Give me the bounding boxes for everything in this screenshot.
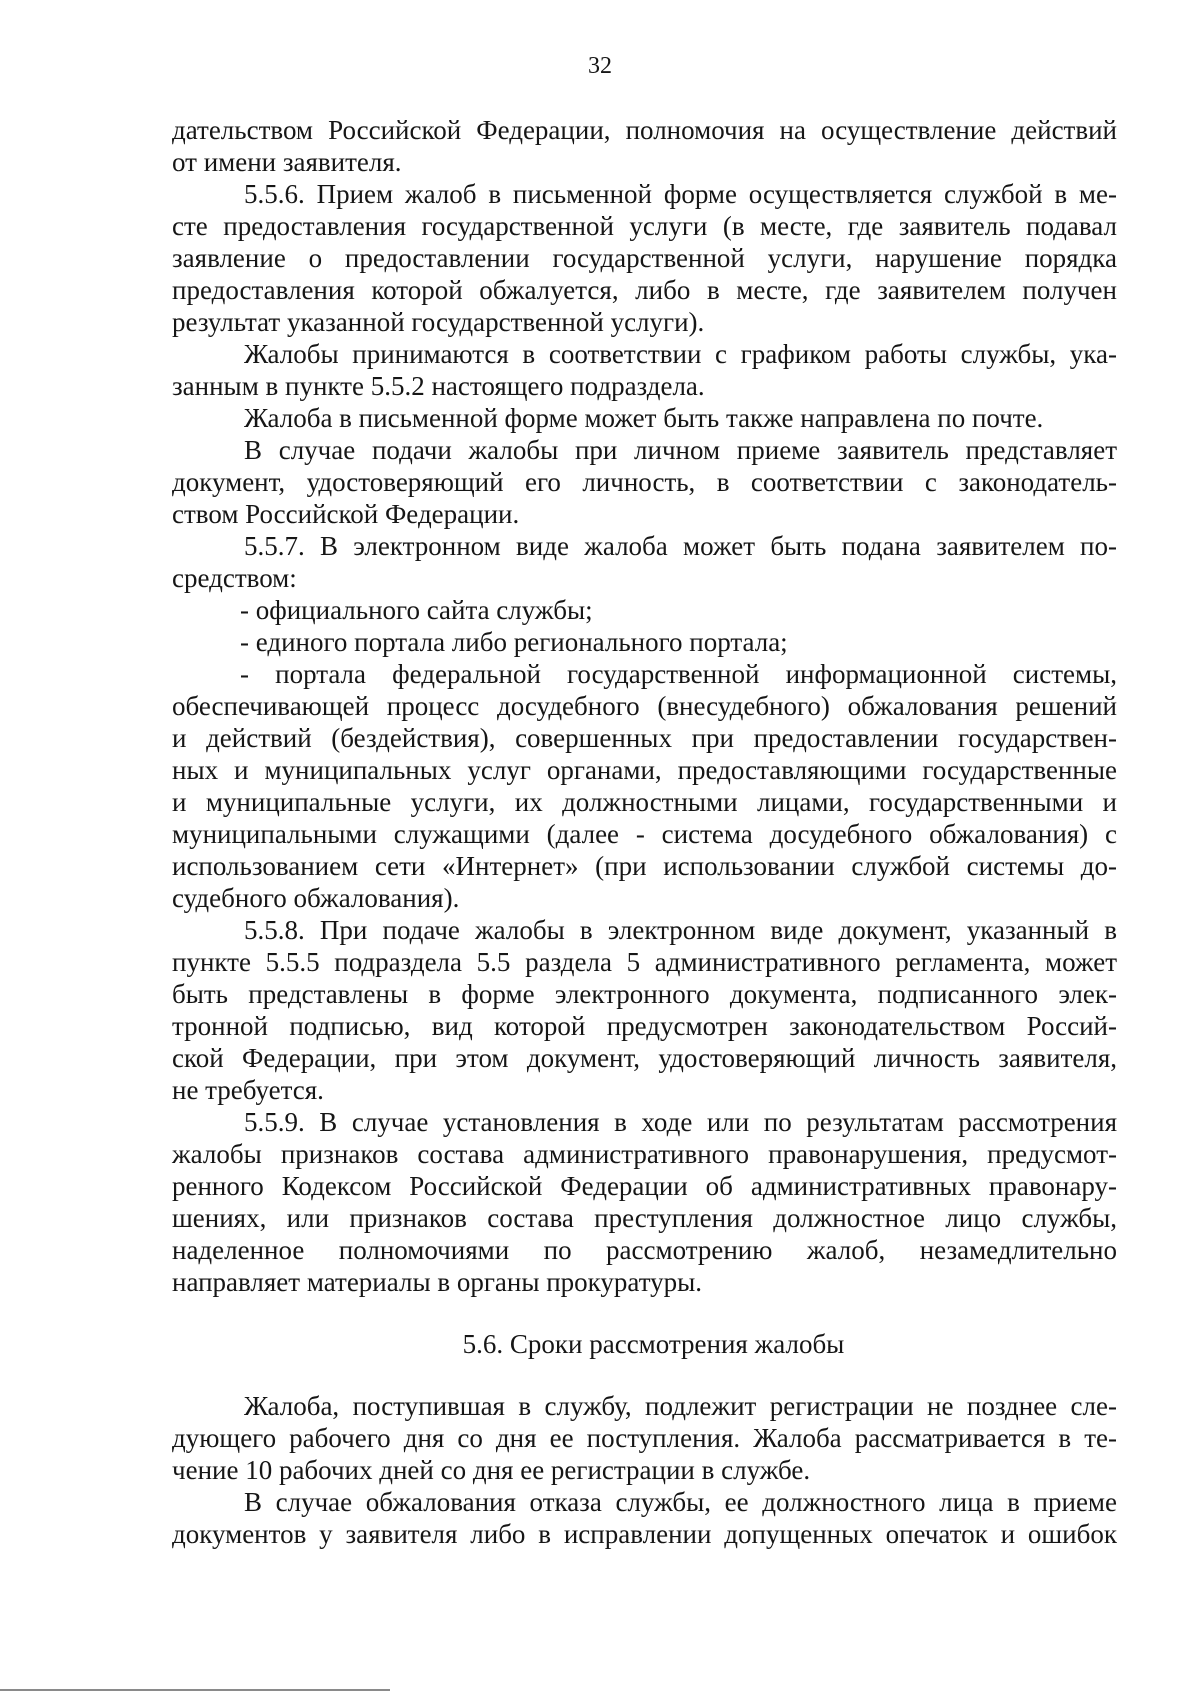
- section-heading: 5.6. Сроки рассмотрения жалобы: [462, 1329, 845, 1359]
- text-line: 5.5.9. В случае установления в ходе или по результатам рассмотрения: [244, 1107, 1117, 1137]
- document-body: [172, 114, 1117, 1550]
- text-line: В случае обжалования отказа службы, ее должностного лица в приеме: [244, 1487, 1117, 1517]
- text-line: дующего рабочего дня со дня ее поступления. Жалоба рассматривается в те-: [172, 1423, 1117, 1453]
- text-line: занным в пункте 5.5.2 настоящего подраздела.: [172, 371, 705, 401]
- list-item: - единого портала либо регионального портала;: [240, 627, 788, 657]
- text-line: Жалоба, поступившая в службу, подлежит регистрации не позднее сле-: [244, 1391, 1117, 1421]
- text-line: 5.5.6. Прием жалоб в письменной форме осуществляется службой в ме-: [244, 179, 1117, 209]
- text-line: ных и муниципальных услуг органами, предоставляющими государственные: [172, 755, 1117, 785]
- scan-edge-rule: [0, 1689, 390, 1691]
- text-line: 5.5.8. При подаче жалобы в электронном виде документ, указанный в: [244, 915, 1117, 945]
- text-line: направляет материалы в органы прокуратуры.: [172, 1267, 703, 1297]
- text-line: предоставления которой обжалуется, либо в месте, где заявителем получен: [172, 275, 1117, 305]
- text-line: ской Федерации, при этом документ, удостоверяющий личность заявителя,: [172, 1043, 1117, 1073]
- text-line: Жалобы принимаются в соответствии с графиком работы службы, ука-: [244, 339, 1117, 369]
- text-line: ренного Кодексом Российской Федерации об административных правонару-: [172, 1171, 1117, 1201]
- text-line: Жалоба в письменной форме может быть также направлена по почте.: [244, 403, 1044, 433]
- text-line: В случае подачи жалобы при личном приеме заявитель представляет: [244, 435, 1117, 465]
- text-line: шениях, или признаков состава преступления должностное лицо службы,: [172, 1203, 1117, 1233]
- text-line: судебного обжалования).: [172, 883, 460, 913]
- list-item: - официального сайта службы;: [240, 595, 593, 625]
- text-line: тронной подписью, вид которой предусмотрен законодательством Россий-: [172, 1011, 1117, 1041]
- text-line: быть представлены в форме электронного документа, подписанного элек-: [172, 979, 1117, 1009]
- text-line: использованием сети «Интернет» (при использовании службой системы до-: [172, 851, 1117, 881]
- text-line: результат указанной государственной услуги).: [172, 307, 705, 337]
- text-line: дательством Российской Федерации, полномочия на осуществление действий: [172, 115, 1117, 145]
- text-line: средством:: [172, 563, 297, 593]
- page-number: 32: [588, 53, 612, 79]
- text-line: 5.5.7. В электронном виде жалоба может быть подана заявителем по-: [244, 531, 1117, 561]
- text-line: жалобы признаков состава административного правонарушения, предусмот-: [172, 1139, 1117, 1169]
- text-line: и действий (бездействия), совершенных при предоставлении государствен-: [172, 723, 1117, 753]
- text-line: и муниципальные услуги, их должностными лицами, государственными и: [172, 787, 1117, 817]
- text-line: наделенное полномочиями по рассмотрению жалоб, незамедлительно: [172, 1235, 1117, 1265]
- text-line: заявление о предоставлении государственной услуги, нарушение порядка: [172, 243, 1117, 273]
- text-line: обеспечивающей процесс досудебного (внесудебного) обжалования решений: [172, 691, 1117, 721]
- text-line: не требуется.: [172, 1075, 324, 1105]
- text-line: ством Российской Федерации.: [172, 499, 520, 529]
- text-line: сте предоставления государственной услуги (в месте, где заявитель подавал: [172, 211, 1117, 241]
- list-item: - портала федеральной государственной информационной системы,: [240, 659, 1117, 689]
- text-line: документов у заявителя либо в исправлении допущенных опечаток и ошибок: [172, 1519, 1117, 1549]
- text-line: от имени заявителя.: [172, 147, 402, 177]
- text-line: чение 10 рабочих дней со дня ее регистрации в службе.: [172, 1455, 811, 1485]
- text-line: пункте 5.5.5 подраздела 5.5 раздела 5 административного регламента, может: [172, 947, 1117, 977]
- text-line: муниципальными служащими (далее - система досудебного обжалования) с: [172, 819, 1117, 849]
- text-line: документ, удостоверяющий его личность, в соответствии с законодатель-: [172, 467, 1117, 497]
